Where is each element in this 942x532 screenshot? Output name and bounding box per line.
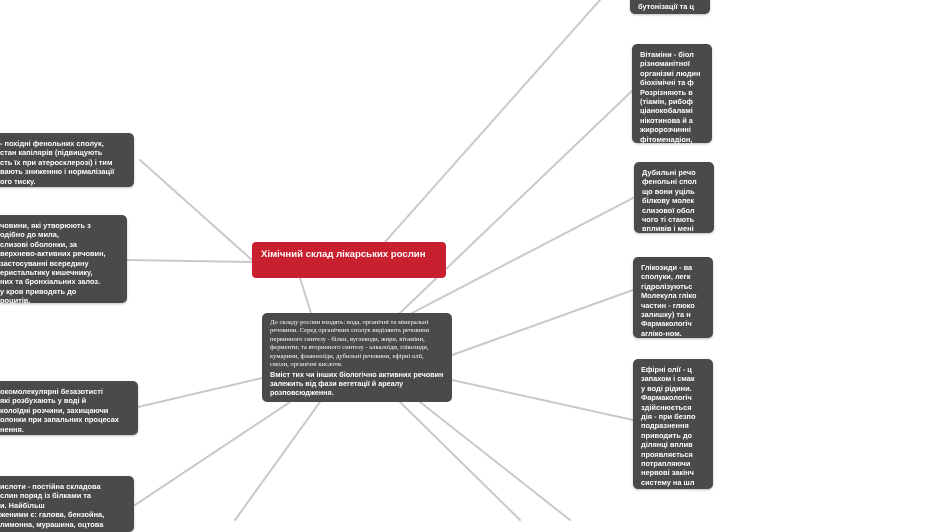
node-organic-acids-text: ислоти - постійна складова слин поряд із білками та и. Найбільш женими є: галова, бензойна, лимонна, мурашина, оцтова [0, 482, 105, 529]
link-central-summary [300, 278, 311, 313]
link-summary-polysaccharides [138, 378, 262, 407]
node-saponins[interactable] [0, 215, 127, 306]
link-central-top [385, 0, 600, 242]
node-glycosides[interactable] [633, 257, 713, 338]
central-topic-title: Хімічний склад лікарських рослин [261, 249, 426, 260]
link-summary-glycosides [452, 290, 633, 355]
node-essential-oils-text: Ефірні олії - ц запахом і смак у воді рідини. Фармакологіч здійснюється дія - при безпо подразнення приводить до ділянці вплив проявляється потрапляючи нервові закінч систему на шл посилення се [641, 365, 696, 497]
node-budding-text: бутонізації та ц [638, 2, 694, 11]
link-summary-bottom-right-b [420, 402, 570, 520]
node-polysaccharides-text: окомолекулярні безазотисті які розбухають у воді й колоїдні розчини, захищаючи олонки при запальних процесах нення. [0, 387, 119, 434]
link-summary-essential-oils [452, 380, 633, 420]
central-topic[interactable] [252, 242, 446, 278]
node-flavonoids[interactable] [0, 133, 134, 187]
summary-highlight-text: Вміст тих чи інших біологічно активних речовин залежить від фази вегетації й ареалу розповсюдження. [270, 370, 444, 398]
link-summary-bottom-left [235, 402, 320, 520]
summary-intro-text: До складу рослин входять: вода, органічні та мінеральні речовини. Серед органічних сполук виділяють речовини первинного синтезу - білки, вуглеводи, жири, вітаміни, ферменти; та вторинного синтезу - алкалоїди, глікозиди, кумарини, флавоноїди, дубильні речовини, ефірні олії, смоли, органічні кислоти. [270, 319, 430, 369]
link-central-saponins [126, 260, 252, 262]
link-summary-bottom-right-a [400, 402, 520, 520]
node-tannins-text: Дубильні речо фенольні спол що вони уціль білкову молек слизової обол чого ті стають впливів і мені [642, 168, 697, 234]
node-organic-acids[interactable] [0, 476, 134, 532]
node-saponins-text: човини, які утворюють з одібно до мила, слизові оболонки, за верхнево-активних речовин, застосуванні всередину еристальтику кишечнику, них та бронхіальних залоз. у кров приводять до роцитів. [0, 221, 106, 306]
node-vitamins-text: Вітаміни - біол різноманітної організмі людин біохімічні та ф Розрізняють в (тіамін, рибоф ціанокобаламі нікотинова й а жиророзчинні фітоменадіон, [640, 50, 701, 144]
node-glycosides-text: Глікозиди - ва сполуки, легк гідролізуютьс Молекула гліко частин - глюко залишку) та н Фармакологіч агліко-ном. [641, 263, 697, 338]
link-summary-vitamins [400, 90, 633, 313]
summary-node[interactable] [262, 313, 452, 402]
node-essential-oils[interactable] [633, 359, 713, 497]
node-tannins[interactable] [634, 162, 714, 233]
node-flavonoids-text: - похідні фенольних сполук, стан капілярів (підвищують сть їх при атеросклерозі) і тим вають зниженню і нормалізації ого тиску. [0, 139, 115, 186]
node-polysaccharides[interactable] [0, 381, 138, 435]
link-summary-organic-acids [135, 402, 290, 505]
node-budding[interactable] [630, 0, 710, 14]
node-vitamins[interactable] [632, 44, 712, 143]
link-central-flavonoids [140, 160, 252, 260]
